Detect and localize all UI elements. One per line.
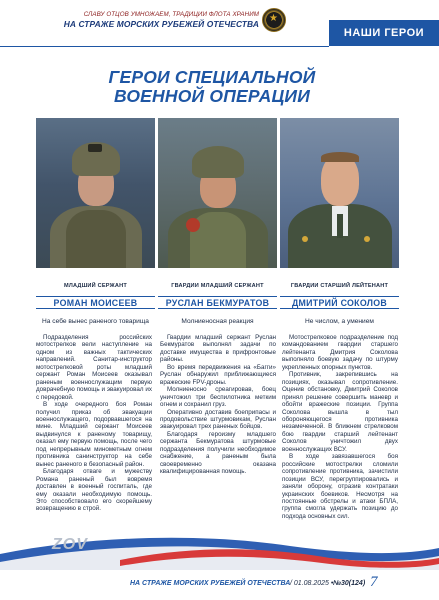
hero-name-moiseev: РОМАН МОИСЕЕВ (53, 298, 138, 308)
hero-name-sokolov: ДМИТРИЙ СОКОЛОВ (291, 298, 388, 308)
hero-photo-bekmuratov (158, 118, 277, 268)
hero-name-bekmuratov: РУСЛАН БЕКМУРАТОВ (165, 298, 270, 308)
hero-photo-moiseev (36, 118, 155, 268)
hero-rank-moiseev: МЛАДШИЙ СЕРЖАНТ (63, 283, 127, 289)
page-number: 7 (370, 574, 378, 590)
article-paragraph: В ходе очередного боя Роман получил приказ об эвакуации военнослужащего, подорвавшегося на мине. Младший сержант Моисеев выдвинулся к раненому товарищу, оказал ему первую помощь, после чего под непрерывным минометным огнем противника санинструктор на себе вынес раненого в безопасный район. (36, 401, 152, 468)
ribbon-watermark: ZOV (52, 536, 88, 553)
page-title (62, 68, 362, 106)
article-paragraph: Противник, закрепившись на позициях, оказывал сопротивление. Оценив обстановку, Дмитрий Соколов принял решение совершить маневр и обойти вражеские позиции. Группа Соколова вышла в тыл обороняющегося противника незамеченной. В ближнем стрелковом бою гвардии старший лейтенант Соколов уничтожил двух военнослужащих ВСУ. (282, 371, 398, 453)
article-paragraph: Мотострелковое подразделение под командованием гвардии старшего лейтенанта Дмитрия Соколова выполняло боевую задачу по штурму укрепленных опорных пунктов. (282, 334, 398, 371)
footer-paper-title: НА СТРАЖЕ МОРСКИХ РУБЕЖЕЙ ОТЕЧЕСТВА (130, 580, 291, 587)
hero-rank-sokolov: ГВАРДИИ СТАРШИЙ ЛЕЙТЕНАНТ (290, 283, 389, 289)
article-paragraph: Гвардии младший сержант Руслан Бекмуратов выполнял задачи по доставке имущества в прифронтовые районы. (160, 334, 276, 364)
page-title-line-1: ГЕРОИ СПЕЦИАЛЬНОЙ (108, 67, 316, 87)
page-footer (0, 572, 439, 592)
article-column-bekmuratov (160, 334, 276, 476)
article-paragraph: Подразделения российских мотострелков вели наступление на одном из важных тактических направлений. Санитар-инструктор мотострелковой роты младший сержант Роман Моисеев оказывал раненым военнослужащим первую доврачебную помощь и эвакуировал их с передовой. (36, 334, 152, 401)
article-paragraph: Молниеносно среагировав, боец уничтожил три беспилотника метким огнем и сохранил груз. (160, 386, 276, 409)
hero-photo-sokolov (280, 118, 399, 268)
hero-rank-bekmuratov: ГВАРДИИ МЛАДШИЙ СЕРЖАНТ (171, 283, 264, 289)
header-motto: СЛАВУ ОТЦОВ УМНОЖАЕМ, ТРАДИЦИИ ФЛОТА ХРАНИМ (83, 11, 259, 18)
page-header (0, 0, 439, 60)
header-paper-title: НА СТРАЖЕ МОРСКИХ РУБЕЖЕЙ ОТЕЧЕСТВА (63, 19, 259, 29)
article-paragraph: В ходе завязавшегося боя российские мотострелки сломили сопротивление противника, зачистили позиции ВСУ, перегруппировались и заняли оборону, отразив контратаки украинских боевиков. Несмотря на постоянные обстрелы и атаки БПЛА, группа смогла удержать позицию до подхода основных сил. (282, 453, 398, 520)
page-title-line-2: ВОЕННОЙ ОПЕРАЦИИ (113, 86, 311, 106)
article-paragraph: Во время передвижения на «Багги» Руслан обнаружил приближающиеся вражеские FPV-дроны. (160, 363, 276, 386)
article-column-moiseev (36, 334, 152, 513)
header-divider (0, 46, 329, 47)
article-column-sokolov (282, 334, 398, 520)
section-label: НАШИ ГЕРОИ (329, 20, 439, 46)
naval-emblem-icon (262, 8, 286, 32)
article-paragraph: Благодаря героизму младшего сержанта Бекмуратова штурмовые подразделения получили необходимое снабжение, а раненым была своевременно оказана квалифицированная помощь. (160, 430, 276, 476)
footer-issue: №30(124) (333, 580, 366, 587)
article-paragraph: Оперативно доставив боеприпасы и продовольствие штурмовикам, Руслан эвакуировал трех раненых бойцов. (160, 408, 276, 431)
hero-subtitle-moiseev: На себе вынес раненого товарища (42, 318, 149, 325)
footer-date: / 01.08.2025 • (290, 580, 334, 587)
hero-subtitle-sokolov: Не числом, а умением (305, 318, 374, 325)
article-paragraph: Благодаря отваге и мужеству Романа раненый был вовремя доставлен в военный госпиталь, где ему оказали необходимую помощь. Это способствовало его скорейшему возвращению в строй. (36, 468, 152, 513)
hero-subtitle-bekmuratov: Молниеносная реакция (181, 318, 254, 325)
